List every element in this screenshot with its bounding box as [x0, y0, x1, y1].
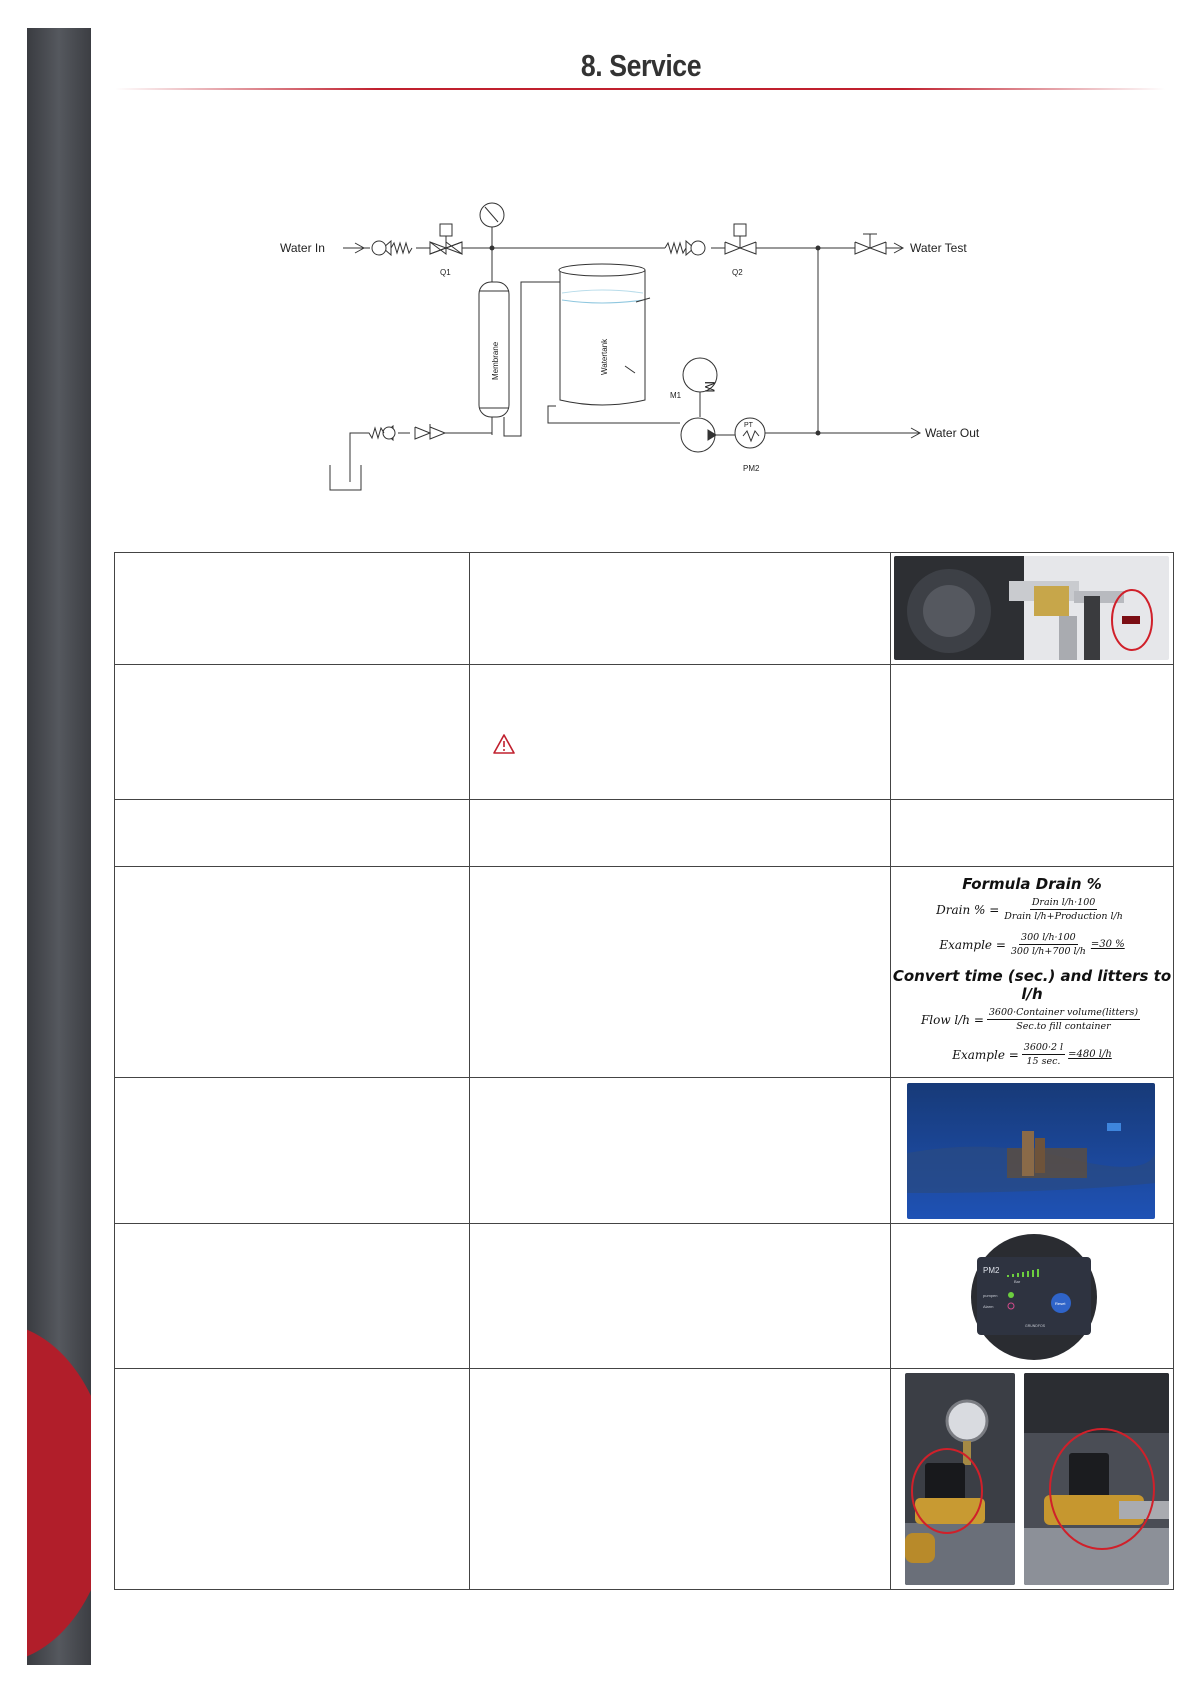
table-cell [115, 1224, 470, 1369]
title-rule [115, 88, 1165, 90]
table-row [115, 800, 1174, 867]
table-cell [115, 867, 470, 1078]
diagram-label-membrane: Membrane [491, 341, 500, 380]
side-bar [27, 28, 91, 1665]
pm2-controller-photo [969, 1229, 1099, 1364]
formula-flow-den: Sec.to fill container [1016, 1021, 1111, 1032]
table-cell [115, 553, 470, 665]
table-cell [891, 1078, 1174, 1224]
formula-ex2-lhs: Example = [952, 1047, 1019, 1062]
table-cell [115, 1369, 470, 1590]
table-cell [470, 1369, 891, 1590]
diagram-label-q1: Q1 [440, 268, 451, 277]
pm2-label: PM2 [983, 1266, 1000, 1275]
table-cell [470, 665, 891, 800]
table-row [115, 1078, 1174, 1224]
table-cell [891, 665, 1174, 800]
warning-icon [492, 733, 516, 755]
diagram-label-water-out: Water Out [925, 426, 980, 440]
formula-ex1-result: =30 % [1090, 939, 1125, 950]
formula-ex2-num: 3600·2 l [1023, 1042, 1064, 1053]
formula-cell [891, 867, 1174, 1078]
solenoid-valve-photo-left [905, 1373, 1015, 1585]
diagram-label-watertank: Watertank [600, 338, 609, 375]
table-row [115, 867, 1174, 1078]
table-cell [891, 553, 1174, 665]
table-cell [891, 1369, 1174, 1590]
table-cell [891, 800, 1174, 867]
formula-ex1-den: 300 l/h+700 l/h [1010, 946, 1086, 957]
page-title: 8. Service [580, 48, 702, 83]
pm2-bar-label: Bar [1014, 1279, 1021, 1284]
table-cell [115, 800, 470, 867]
table-row [115, 665, 1174, 800]
table-row [115, 553, 1174, 665]
diagram-label-pt: PT [744, 422, 753, 429]
formula-ex2-result: =480 l/h [1068, 1049, 1112, 1060]
formula-flow-lhs: Flow l/h = [920, 1012, 984, 1027]
table-cell [470, 553, 891, 665]
table-cell [891, 1224, 1174, 1369]
table-cell [470, 1078, 891, 1224]
table-cell [115, 665, 470, 800]
formula-ex1-lhs: Example = [939, 937, 1006, 952]
diagram-motor-symbol: M [702, 381, 718, 393]
formula-ex1-num: 300 l/h·100 [1021, 932, 1076, 943]
service-table [114, 552, 1174, 1590]
solenoid-valve-photo-right [1024, 1373, 1169, 1585]
formula-convert-title: Convert time (sec.) and litters to l/h [892, 967, 1172, 1003]
table-cell [470, 800, 891, 867]
tank-float-valve-photo [907, 1083, 1155, 1219]
diagram-label-m1: M1 [670, 391, 682, 400]
diagram-label-pm2: PM2 [743, 464, 760, 473]
pm2-pumping-label: pumpen [983, 1293, 998, 1298]
formula-drain-num: Drain l/h·100 [1031, 897, 1096, 908]
diagram-label-water-test: Water Test [910, 241, 967, 255]
formula-flow-num: 3600·Container volume(litters) [988, 1007, 1139, 1018]
table-row [115, 1369, 1174, 1590]
table-row [115, 1224, 1174, 1369]
formula-drain-lhs: Drain % = [936, 902, 1000, 917]
table-cell [115, 1078, 470, 1224]
pump-valve-photo [894, 556, 1169, 660]
pm2-reset-label: Reset [1055, 1301, 1066, 1306]
diagram-label-q2: Q2 [732, 268, 743, 277]
system-flow-diagram [280, 190, 1000, 520]
pm2-brand-label: GRUNDFOS [1025, 1324, 1046, 1328]
diagram-label-water-in: Water In [280, 241, 325, 255]
pm2-alarm-label: Alarm [983, 1304, 994, 1309]
table-cell [470, 867, 891, 1078]
formula-drain-title: Formula Drain % [962, 875, 1102, 893]
formula-drain-den: Drain l/h+Production l/h [1004, 911, 1123, 922]
formula-ex2-den: 15 sec. [1026, 1056, 1061, 1067]
table-cell [470, 1224, 891, 1369]
red-arc-decoration [27, 1323, 91, 1663]
